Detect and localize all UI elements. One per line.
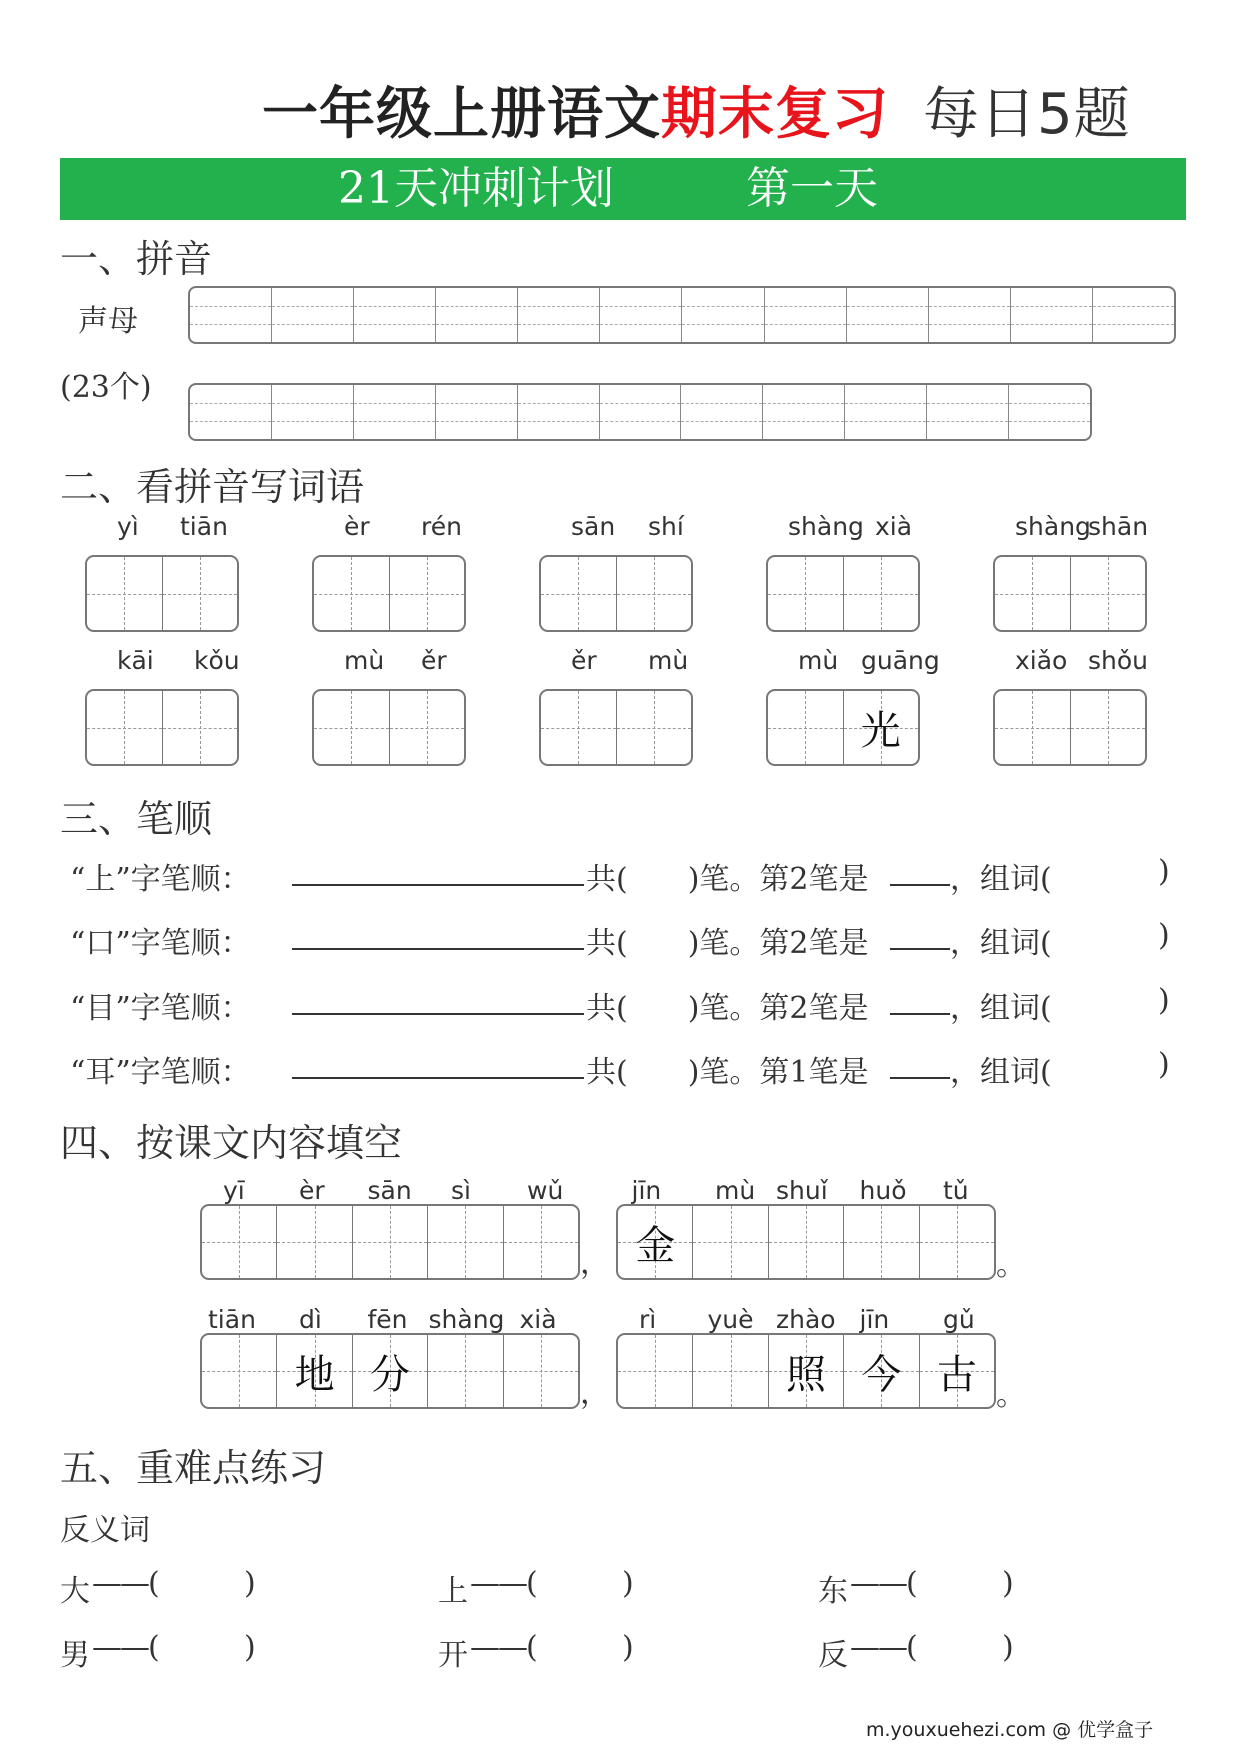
filled-char: 光 [860, 708, 901, 754]
tianzi-cell[interactable] [87, 691, 163, 764]
tianzi-box[interactable] [312, 689, 466, 766]
pinyin-cell[interactable] [272, 288, 354, 342]
pinyin-syllable: zhào [776, 1305, 836, 1334]
word-group-text: ，组词( [950, 991, 1052, 1026]
tianzi-cell[interactable] [1071, 557, 1146, 630]
tianzi-cell[interactable] [618, 1206, 693, 1278]
pinyin-writing-strip-2[interactable] [188, 383, 1092, 441]
close-paren: ) [1158, 854, 1170, 889]
line1-right-box[interactable] [616, 1204, 996, 1280]
antonym-blank[interactable]: ——( [92, 1566, 158, 1601]
pinyin-syllable: èr [299, 1176, 325, 1205]
nth-stroke-blank[interactable] [890, 948, 950, 950]
filled-char: 分 [370, 1351, 411, 1398]
pinyin-cell[interactable] [1009, 385, 1090, 439]
pinyin-syllable: yuè [707, 1305, 754, 1334]
antonym-blank[interactable]: ——( [92, 1630, 158, 1665]
section4-heading: 四、按课文内容填空 [60, 1121, 403, 1165]
close-paren: ) [1158, 918, 1170, 953]
page-title [262, 70, 1131, 150]
tianzi-cell[interactable] [428, 1206, 503, 1278]
tianzi-cell[interactable] [353, 1335, 428, 1407]
pinyin-cell[interactable] [1093, 288, 1174, 342]
stroke-count-text: 共( )笔。第2笔是 [586, 862, 869, 897]
close-paren: ) [244, 1566, 256, 1601]
word-group-text: ，组词( [950, 926, 1052, 961]
tianzi-cell[interactable] [504, 1206, 578, 1278]
word-group-text: ，组词( [950, 862, 1052, 897]
tianzi-cell[interactable] [202, 1206, 277, 1278]
section3-heading: 三、笔顺 [60, 797, 213, 841]
tianzi-box[interactable] [766, 689, 920, 766]
line2-left-box[interactable] [200, 1333, 580, 1409]
label-shengmu: 声母 [78, 304, 138, 339]
tianzi-cell[interactable] [693, 1206, 768, 1278]
section5-heading: 五、重难点练习 [60, 1446, 327, 1490]
tianzi-box[interactable] [539, 555, 693, 632]
antonym-blank[interactable]: ——( [850, 1566, 916, 1601]
tianzi-box[interactable] [539, 689, 693, 766]
pinyin-cell[interactable] [190, 385, 272, 439]
tianzi-cell[interactable] [277, 1206, 352, 1278]
close-paren: ) [1158, 983, 1170, 1018]
pinyin-syllable: shān [1088, 512, 1149, 541]
tianzi-cell[interactable] [844, 557, 919, 630]
footer-watermark: m.youxuehezi.com @ 优学盒子 [866, 1719, 1154, 1741]
title-black: 一年级上册语文 [262, 82, 661, 147]
pinyin-syllable: èr [344, 512, 370, 541]
pinyin-cell[interactable] [272, 385, 354, 439]
close-paren: ) [622, 1630, 634, 1665]
pinyin-syllable: mù [715, 1176, 756, 1205]
pinyin-cell[interactable] [190, 288, 272, 342]
antonym-word: 大 [60, 1574, 90, 1609]
pinyin-syllable: jīn [859, 1305, 890, 1334]
tianzi-cell[interactable] [995, 557, 1071, 630]
tianzi-cell[interactable] [202, 1335, 277, 1407]
nth-stroke-blank[interactable] [890, 1077, 950, 1079]
banner-left: 21天冲刺计划 [338, 163, 614, 214]
antonym-word: 男 [60, 1638, 90, 1673]
section2-heading: 二、看拼音写词语 [60, 465, 365, 509]
tianzi-box[interactable] [85, 689, 239, 766]
pinyin-cell[interactable] [682, 288, 764, 342]
tianzi-box[interactable] [993, 689, 1147, 766]
tianzi-cell[interactable] [390, 557, 465, 630]
tianzi-box[interactable] [312, 555, 466, 632]
close-paren: ) [1002, 1566, 1014, 1601]
pinyin-cell[interactable] [681, 385, 763, 439]
line1-left-box[interactable] [200, 1204, 580, 1280]
tianzi-cell[interactable] [87, 557, 163, 630]
pinyin-syllable: shuǐ [776, 1176, 828, 1205]
title-red: 期末复习 [661, 82, 889, 147]
pinyin-syllable: shí [648, 512, 684, 541]
tianzi-cell[interactable] [1071, 691, 1146, 764]
pinyin-syllable: dì [299, 1305, 322, 1334]
pinyin-syllable: ěr [421, 646, 447, 675]
tianzi-box[interactable] [993, 555, 1147, 632]
stroke-order-blank[interactable] [292, 948, 584, 950]
pinyin-cell[interactable] [518, 288, 600, 342]
antonym-blank[interactable]: ——( [470, 1630, 536, 1665]
period-mark: 。 [996, 1248, 1026, 1283]
tianzi-cell[interactable] [163, 691, 238, 764]
pinyin-syllable: rì [639, 1305, 657, 1334]
pinyin-cell[interactable] [436, 288, 518, 342]
pinyin-syllable: tiān [180, 512, 228, 541]
nth-stroke-blank[interactable] [890, 1013, 950, 1015]
tianzi-cell[interactable] [768, 557, 844, 630]
stroke-char-label: “口”字笔顺： [70, 926, 251, 961]
pinyin-syllable: mù [798, 646, 839, 675]
tianzi-cell[interactable] [920, 1206, 994, 1278]
pinyin-syllable: xiǎo [1015, 646, 1068, 675]
pinyin-syllable: huǒ [859, 1176, 907, 1205]
pinyin-syllable: jīn [631, 1176, 662, 1205]
tianzi-cell[interactable] [769, 1335, 844, 1407]
pinyin-syllable: rén [421, 512, 462, 541]
pinyin-cell[interactable] [927, 385, 1009, 439]
pinyin-syllable: sān [367, 1176, 412, 1205]
pinyin-syllable: xià [875, 512, 913, 541]
section1-heading: 一、拼音 [60, 237, 213, 281]
antonym-word: 反 [818, 1638, 848, 1673]
pinyin-syllable: sì [451, 1176, 471, 1205]
pinyin-syllable: sān [571, 512, 616, 541]
pinyin-syllable: shàng [428, 1305, 505, 1334]
word-group-text: ，组词( [950, 1055, 1052, 1090]
label-count: (23个) [60, 370, 152, 405]
title-tail: 每日5题 [923, 82, 1131, 147]
tianzi-cell[interactable] [693, 1335, 768, 1407]
nth-stroke-blank[interactable] [890, 884, 950, 886]
pinyin-syllable: shàng [788, 512, 864, 541]
pinyin-syllable: tiān [208, 1305, 256, 1334]
pinyin-cell[interactable] [765, 288, 847, 342]
stroke-order-blank[interactable] [292, 884, 584, 886]
tianzi-cell[interactable] [504, 1335, 578, 1407]
pinyin-cell[interactable] [847, 288, 929, 342]
pinyin-cell[interactable] [600, 385, 682, 439]
stroke-count-text: 共( )笔。第2笔是 [586, 991, 869, 1026]
tianzi-cell[interactable] [617, 691, 692, 764]
tianzi-cell[interactable] [844, 1335, 919, 1407]
tianzi-cell[interactable] [844, 691, 919, 764]
tianzi-cell[interactable] [995, 691, 1071, 764]
pinyin-cell[interactable] [354, 288, 436, 342]
period-mark: 。 [996, 1378, 1026, 1413]
pinyin-syllable: guāng [861, 646, 940, 675]
filled-char: 金 [635, 1222, 676, 1269]
tianzi-cell[interactable] [390, 691, 465, 764]
filled-char: 地 [294, 1351, 335, 1398]
pinyin-cell[interactable] [354, 385, 436, 439]
tianzi-cell[interactable] [541, 557, 617, 630]
filled-char: 古 [936, 1351, 977, 1398]
antonym-word: 开 [438, 1638, 468, 1673]
pinyin-syllable: xià [519, 1305, 557, 1334]
antonym-word: 东 [818, 1574, 848, 1609]
close-paren: ) [1002, 1630, 1014, 1665]
pinyin-cell[interactable] [518, 385, 600, 439]
stroke-char-label: “上”字笔顺： [70, 862, 251, 897]
pinyin-syllable: kǒu [194, 646, 240, 675]
pinyin-syllable: wǔ [527, 1176, 564, 1205]
tianzi-cell[interactable] [920, 1335, 994, 1407]
antonym-word: 上 [438, 1574, 468, 1609]
stroke-char-label: “耳”字笔顺： [70, 1055, 251, 1090]
close-paren: ) [244, 1630, 256, 1665]
tianzi-cell[interactable] [618, 1335, 693, 1407]
tianzi-cell[interactable] [428, 1335, 503, 1407]
pinyin-syllable: yì [117, 512, 139, 541]
tianzi-cell[interactable] [844, 1206, 919, 1278]
tianzi-box[interactable] [766, 555, 920, 632]
tianzi-box[interactable] [85, 555, 239, 632]
stroke-count-text: 共( )笔。第1笔是 [586, 1055, 869, 1090]
pinyin-cell[interactable] [929, 288, 1011, 342]
tianzi-cell[interactable] [617, 557, 692, 630]
close-paren: ) [1158, 1047, 1170, 1082]
tianzi-cell[interactable] [277, 1335, 352, 1407]
tianzi-cell[interactable] [163, 557, 238, 630]
antonym-blank[interactable]: ——( [850, 1630, 916, 1665]
line2-right-box[interactable] [616, 1333, 996, 1409]
pinyin-syllable: shǒu [1088, 646, 1149, 675]
stroke-char-label: “目”字笔顺： [70, 991, 251, 1026]
comma-mark: ， [580, 1376, 610, 1411]
pinyin-syllable: fēn [367, 1305, 408, 1334]
tianzi-cell[interactable] [769, 1206, 844, 1278]
pinyin-syllable: shàng [1015, 512, 1091, 541]
tianzi-cell[interactable] [353, 1206, 428, 1278]
antonym-blank[interactable]: ——( [470, 1566, 536, 1601]
pinyin-cell[interactable] [763, 385, 845, 439]
tianzi-cell[interactable] [314, 557, 390, 630]
close-paren: ) [622, 1566, 634, 1601]
pinyin-syllable: mù [648, 646, 689, 675]
tianzi-cell[interactable] [768, 691, 844, 764]
filled-char: 照 [786, 1351, 827, 1398]
stroke-order-blank[interactable] [292, 1077, 584, 1079]
pinyin-syllable: ěr [571, 646, 597, 675]
stroke-count-text: 共( )笔。第2笔是 [586, 926, 869, 961]
stroke-order-blank[interactable] [292, 1013, 584, 1015]
tianzi-cell[interactable] [314, 691, 390, 764]
pinyin-cell[interactable] [845, 385, 927, 439]
plan-banner [60, 158, 1186, 220]
comma-mark: ， [580, 1246, 610, 1281]
pinyin-cell[interactable] [600, 288, 682, 342]
pinyin-syllable: mù [344, 646, 385, 675]
antonym-subheading: 反义词 [60, 1513, 150, 1548]
pinyin-syllable: yī [223, 1176, 245, 1205]
pinyin-syllable: tǔ [943, 1176, 969, 1205]
tianzi-cell[interactable] [541, 691, 617, 764]
banner-right: 第一天 [746, 163, 878, 214]
pinyin-syllable: gǔ [943, 1305, 975, 1334]
pinyin-cell[interactable] [436, 385, 518, 439]
filled-char: 今 [861, 1351, 902, 1398]
pinyin-cell[interactable] [1011, 288, 1093, 342]
pinyin-syllable: kāi [117, 646, 154, 675]
pinyin-writing-strip-1[interactable] [188, 286, 1176, 344]
